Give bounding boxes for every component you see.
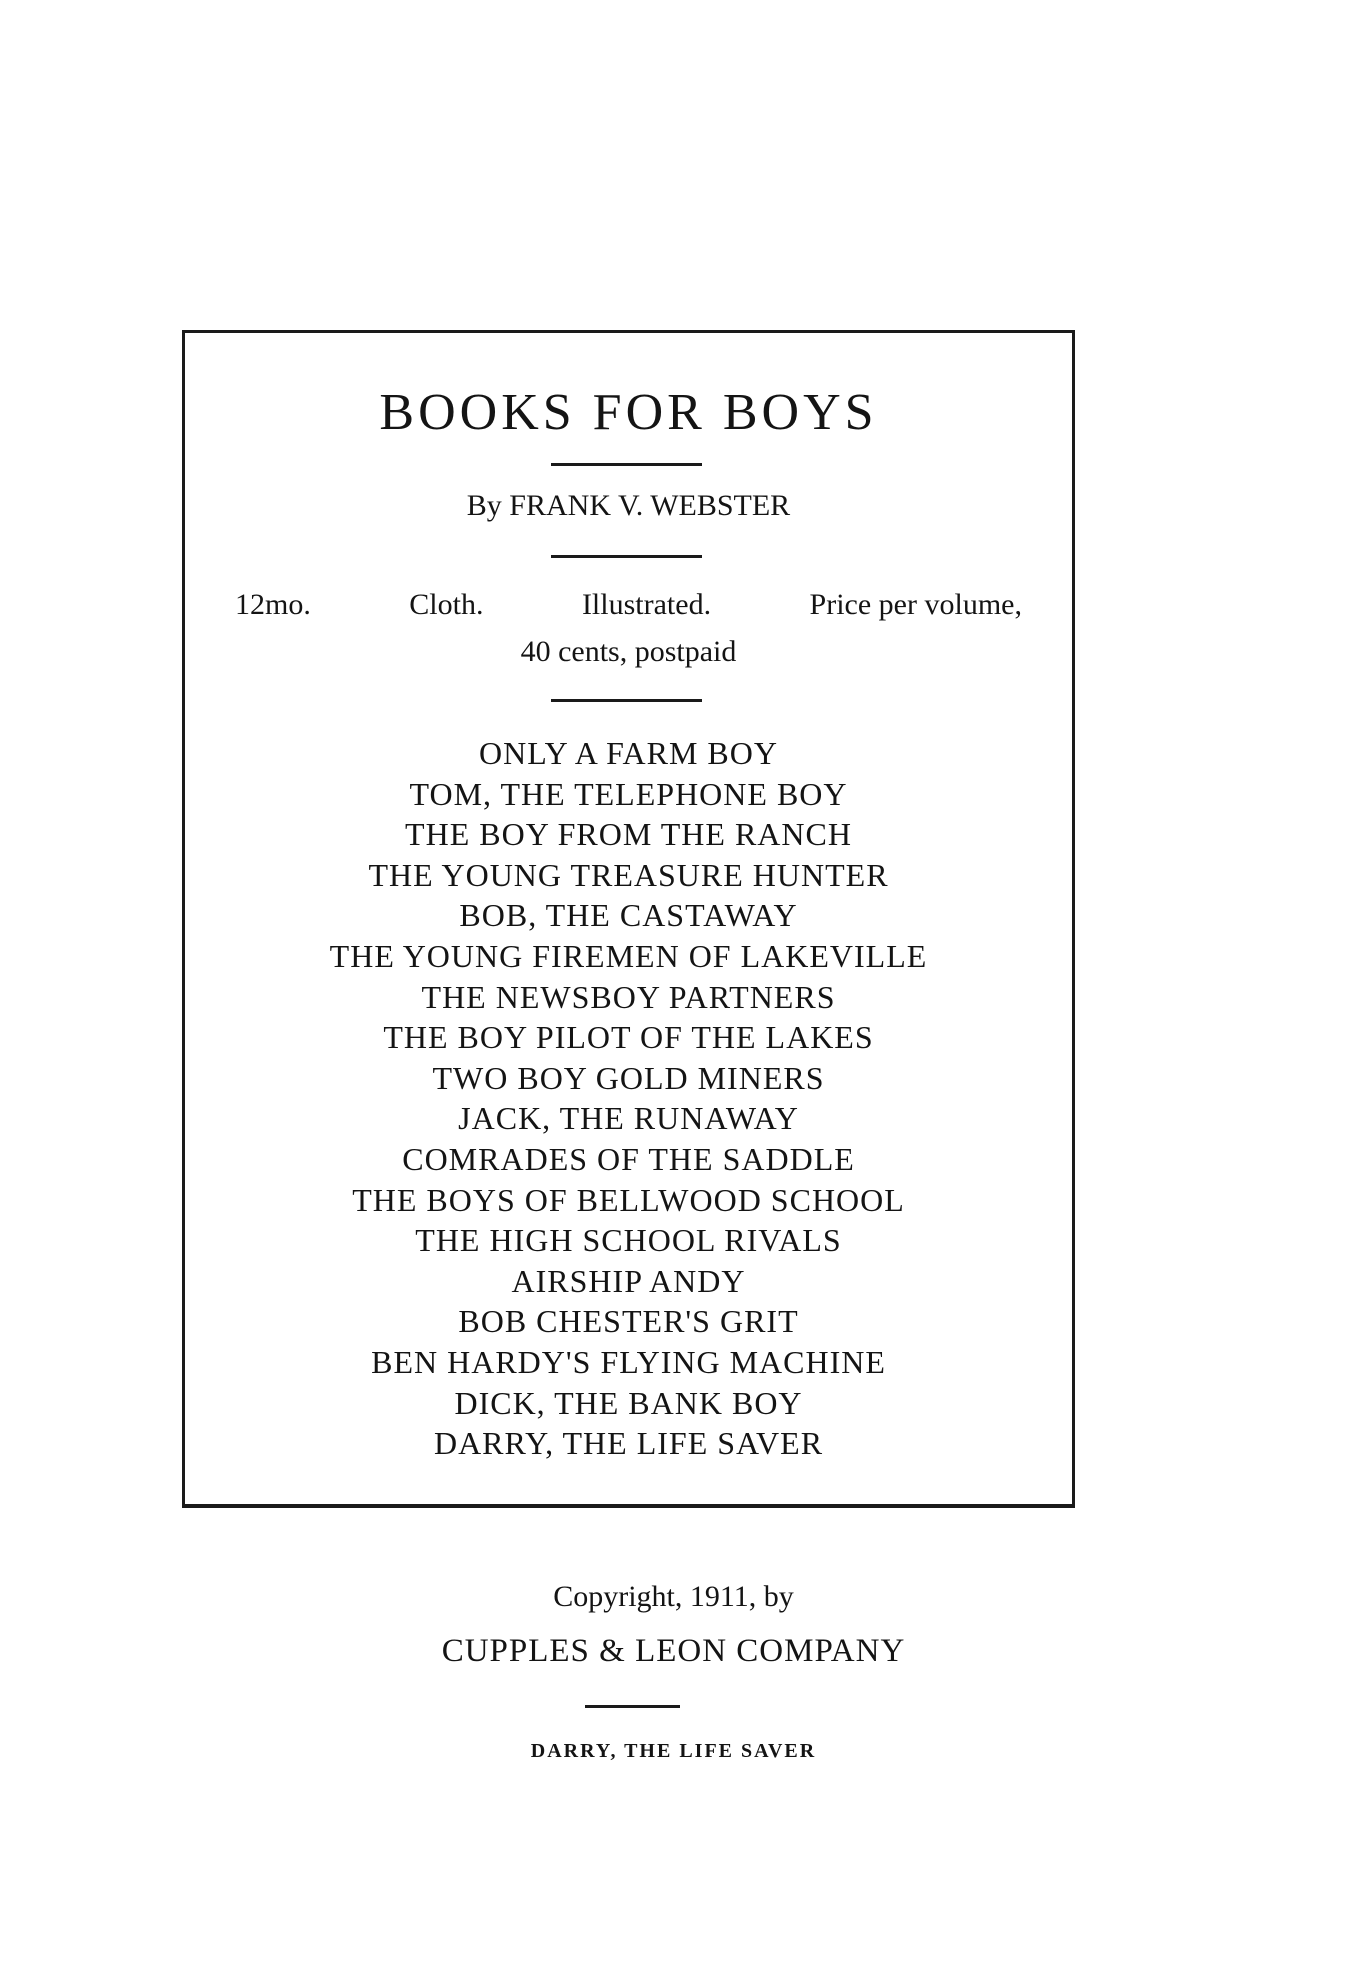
book-title: BEN HARDY'S FLYING MACHINE — [371, 1343, 886, 1380]
book-title: THE BOYS OF BELLWOOD SCHOOL — [352, 1181, 905, 1218]
book-title: THE NEWSBOY PARTNERS — [421, 978, 836, 1015]
divider-rule — [551, 463, 702, 466]
book-title: COMRADES OF THE SADDLE — [402, 1140, 855, 1177]
divider-rule — [585, 1705, 680, 1708]
price-text: 40 cents, postpaid — [520, 635, 737, 668]
publisher-name: CUPPLES & LEON COMPANY — [441, 1633, 906, 1669]
book-title: BOB, THE CASTAWAY — [459, 897, 798, 934]
format-text: 12mo. — [235, 588, 311, 621]
book-title: AIRSHIP ANDY — [511, 1262, 746, 1299]
divider-rule — [551, 699, 702, 702]
book-title: THE BOY PILOT OF THE LAKES — [383, 1019, 874, 1056]
price-label: Price per volume, — [809, 588, 1022, 621]
book-title: ONLY A FARM BOY — [479, 735, 778, 771]
divider-rule — [551, 555, 702, 558]
series-title: BOOKS FOR BOYS — [379, 384, 878, 441]
book-title: TWO BOY GOLD MINERS — [432, 1059, 825, 1096]
book-title: THE YOUNG TREASURE HUNTER — [368, 856, 889, 893]
book-title: TOM, THE TELEPHONE BOY — [409, 775, 848, 812]
edition-details — [235, 588, 1022, 622]
book-title-list — [185, 733, 1072, 1464]
book-title: DARRY, THE LIFE SAVER — [433, 1425, 824, 1462]
binding-text: Cloth. — [409, 588, 484, 621]
book-title: THE HIGH SCHOOL RIVALS — [415, 1222, 842, 1259]
copyright-line: Copyright, 1911, by — [553, 1580, 794, 1613]
book-title: DICK, THE BANK BOY — [454, 1384, 803, 1421]
book-title: THE BOY FROM THE RANCH — [405, 816, 852, 853]
book-title: BOB CHESTER'S GRIT — [458, 1303, 799, 1340]
advertisement-box — [182, 330, 1075, 1508]
illustrated-text: Illustrated. — [581, 588, 712, 621]
book-title: THE YOUNG FIREMEN OF LAKEVILLE — [329, 937, 928, 974]
author-line: By FRANK V. WEBSTER — [466, 489, 791, 522]
running-title: DARRY, THE LIFE SAVER — [530, 1740, 817, 1762]
book-title: JACK, THE RUNAWAY — [458, 1100, 799, 1137]
